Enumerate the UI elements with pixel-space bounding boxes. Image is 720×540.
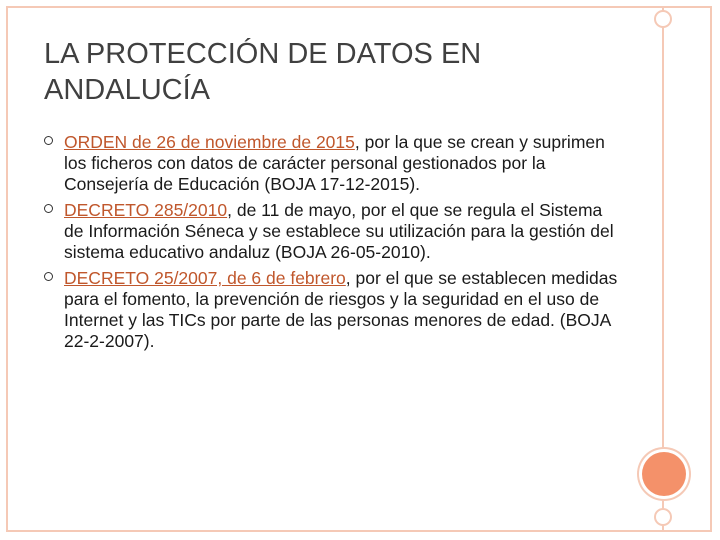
decorative-accent-circle: [642, 452, 686, 496]
decreto-285-2010-link[interactable]: DECRETO 285/2010: [64, 200, 228, 220]
bullet-circle-icon: [44, 272, 53, 281]
decorative-circle-bottom: [654, 508, 672, 526]
legal-references-list: [44, 132, 624, 357]
slide-title: LA PROTECCIÓN DE DATOS EN ANDALUCÍA: [44, 38, 482, 106]
list-item: [44, 268, 624, 352]
bullet-circle-icon: [44, 204, 53, 213]
item-text: , por el que se establecen medidas para el fomento, la prevención de riesgos y la seguridad en el uso de Internet y las TICs por parte de las personas menores de edad. (BOJA 22-2-2007).: [64, 268, 618, 351]
list-item: [44, 200, 624, 263]
item-text: , de 11 de mayo, por el que se regula el Sistema de Información Séneca y se establece su utilización para la gestión del sistema educativo andaluz (BOJA 26-05-2010).: [64, 200, 614, 262]
item-text: , por la que se crean y suprimen los ficheros con datos de carácter personal gestionados por la Consejería de Educación (BOJA 17-12-2015).: [64, 132, 605, 194]
decorative-circle-top: [654, 10, 672, 28]
decreto-25-2007-link[interactable]: DECRETO 25/2007, de 6 de febrero: [64, 268, 346, 288]
orden-2015-link[interactable]: ORDEN de 26 de noviembre de 2015: [64, 132, 355, 152]
list-item: [44, 132, 624, 195]
bullet-circle-icon: [44, 136, 53, 145]
